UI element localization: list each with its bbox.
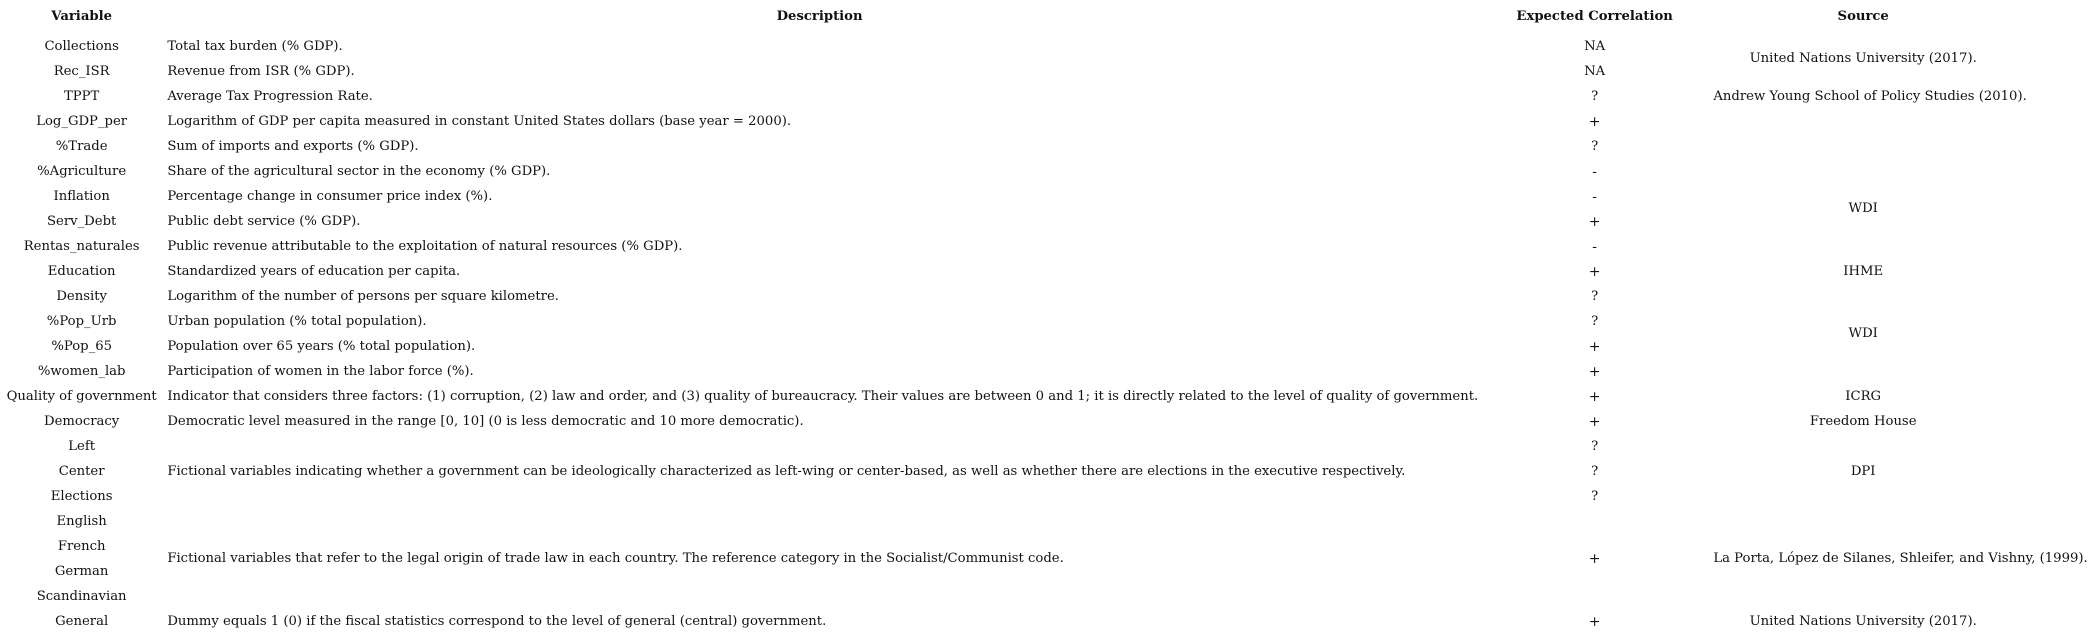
table-row (0, 609, 2013, 634)
table-row (0, 134, 2013, 159)
variable-cell: French (57, 538, 106, 554)
table-row (0, 384, 2013, 409)
variable-cell: %Pop_65 (51, 338, 112, 354)
source-cell: Freedom House (1809, 413, 1917, 429)
variable-cell: Rentas_naturales (23, 238, 140, 254)
description-cell: Logarithm of GDP per capita measured in constant United States dollars (base year = 2000). (167, 113, 792, 129)
table-row (0, 109, 2013, 134)
description-cell: Total tax burden (% GDP). (167, 38, 343, 54)
table-row (0, 334, 2013, 359)
table-row (0, 159, 2013, 184)
description-cell: Fictional variables that refer to the legal origin of trade law in each country. The reference category in the Socialist/Communist code. (167, 551, 1064, 566)
expected-cell: NA (1584, 63, 1606, 79)
expected-cell: + (1588, 213, 1601, 230)
description-cell: Indicator that considers three factors: (1) corruption, (2) law and order, and (3) quality of bureaucracy. Their values are between 0 and 1; it is directly related to the level of quality of government. (167, 388, 1479, 404)
table-row (0, 59, 2013, 84)
expected-cell: + (1588, 613, 1601, 630)
source-cell: DPI (1850, 463, 1876, 479)
expected-cell: NA (1584, 38, 1606, 54)
expected-cell: ? (1591, 488, 1599, 504)
expected-cell: ? (1591, 138, 1599, 154)
variable-cell: Rec_ISR (53, 63, 110, 79)
expected-cell: + (1588, 363, 1601, 380)
table-row (0, 434, 2013, 459)
expected-cell: ? (1591, 463, 1599, 479)
description-cell: Share of the agricultural sector in the economy (% GDP). (167, 163, 551, 179)
expected-cell: ? (1591, 438, 1599, 454)
variable-cell: Collections (44, 38, 119, 54)
description-cell: Average Tax Progression Rate. (167, 88, 373, 104)
variable-cell: %women_lab (37, 363, 126, 379)
expected-cell: ? (1591, 313, 1599, 329)
table-row (0, 184, 2013, 209)
variable-cell: Scandinavian (36, 588, 127, 604)
source-cell: La Porta, López de Silanes, Shleifer, and Vishny, (1999). (1713, 551, 2088, 566)
description-cell: Standardized years of education per capita. (167, 263, 461, 279)
description-cell: Percentage change in consumer price index (%). (167, 188, 493, 204)
description-cell: Democratic level measured in the range [0, 10] (0 is less democratic and 10 more democratic). (167, 413, 804, 429)
source-cell: Andrew Young School of Policy Studies (2010). (1713, 88, 2027, 104)
description-cell: Logarithm of the number of persons per square kilometre. (167, 288, 559, 304)
expected-cell: + (1588, 338, 1601, 355)
variable-cell: Log_GDP_per (36, 113, 128, 129)
table-row (0, 259, 2013, 284)
header-variable: Variable (51, 9, 112, 24)
description-cell: Population over 65 years (% total population). (167, 338, 476, 354)
expected-cell: + (1588, 551, 1601, 567)
source-cell: United Nations University (2017). (1749, 51, 1977, 66)
table-row (0, 359, 2013, 384)
variable-cell: Center (58, 463, 105, 479)
variable-cell: General (55, 613, 109, 629)
variable-cell: Inflation (53, 188, 110, 204)
description-cell: Dummy equals 1 (0) if the fiscal statistics correspond to the level of general (central) government. (167, 613, 827, 629)
variable-cell: %Pop_Urb (46, 313, 117, 329)
description-cell: Urban population (% total population). (167, 313, 427, 329)
header-source: Source (1837, 9, 1889, 24)
table-row (0, 209, 2013, 234)
expected-cell: - (1592, 188, 1597, 205)
variable-cell: Education (47, 263, 116, 279)
source-cell: WDI (1848, 326, 1878, 341)
expected-cell: - (1592, 163, 1597, 180)
variable-cell: Left (68, 438, 96, 454)
variable-cell: Quality of government (6, 388, 157, 404)
description-cell: Sum of imports and exports (% GDP). (167, 138, 419, 154)
table-row (0, 84, 2013, 109)
source-cell-empty (1713, 284, 2013, 309)
variable-cell: %Trade (55, 138, 108, 154)
description-cell: Public revenue attributable to the exploitation of natural resources (% GDP). (167, 238, 683, 254)
expected-cell: ? (1591, 88, 1599, 104)
table-row (0, 309, 2013, 334)
description-cell: Public debt service (% GDP). (167, 213, 361, 229)
expected-cell: + (1588, 263, 1601, 280)
header-description: Description (776, 9, 863, 24)
table-row (0, 284, 2013, 309)
variable-cell: Democracy (44, 413, 120, 429)
variable-cell: Serv_Debt (47, 213, 117, 229)
source-cell-empty (1713, 359, 2013, 384)
source-cell-empty (1713, 134, 2013, 159)
source-cell: ICRG (1845, 388, 1882, 404)
source-cell-empty (1713, 109, 2013, 134)
description-cell: Fictional variables indicating whether a government can be ideologically characterized as left-wing or center-based, as well as whether there are elections in the executive respectively. (167, 463, 1406, 479)
source-cell: WDI (1848, 201, 1878, 216)
source-cell: United Nations University (2017). (1749, 613, 1977, 629)
description-cell: Participation of women in the labor force (%). (167, 363, 474, 379)
expected-cell: + (1588, 413, 1601, 430)
header-row (0, 0, 2013, 34)
header-expected-correlation: Expected Correlation (1516, 9, 1673, 24)
table-row (0, 234, 2013, 259)
source-cell: IHME (1843, 263, 1884, 279)
description-cell: Revenue from ISR (% GDP). (167, 63, 355, 79)
table-row (0, 409, 2013, 434)
variable-cell: German (54, 563, 109, 579)
variable-cell: Density (56, 288, 107, 304)
variable-cell: Elections (50, 488, 113, 504)
table-row (0, 34, 2013, 59)
variable-cell: TPPT (63, 88, 100, 104)
expected-cell: + (1588, 113, 1601, 130)
variable-cell: English (56, 513, 107, 529)
expected-cell: + (1588, 388, 1601, 405)
variable-cell: %Agriculture (37, 163, 127, 179)
expected-cell: - (1592, 238, 1597, 255)
table-row (0, 509, 2013, 534)
expected-cell: ? (1591, 288, 1599, 304)
